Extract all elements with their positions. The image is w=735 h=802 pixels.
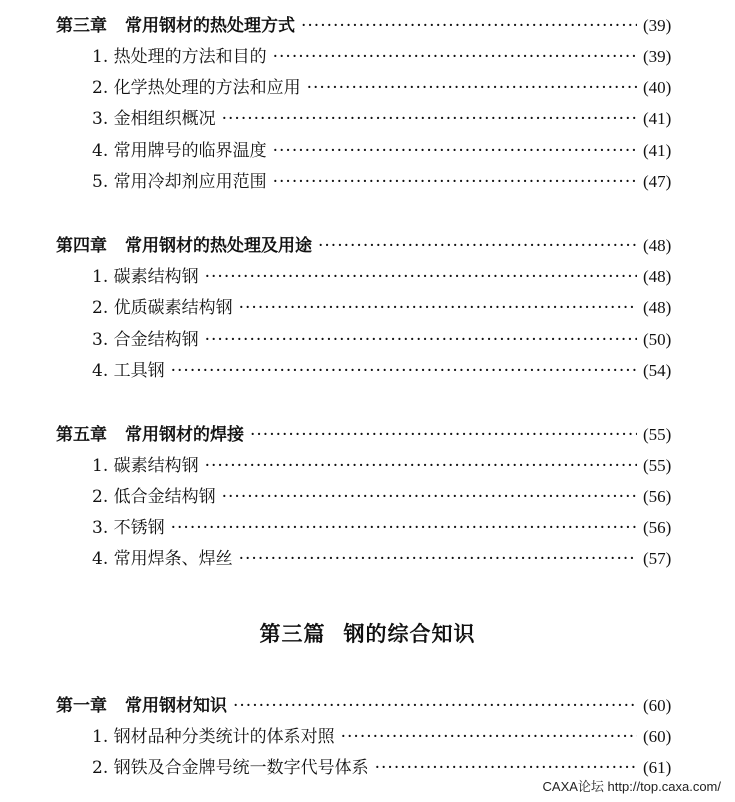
item-number: 5.: [92, 172, 114, 192]
part-title: [0, 618, 735, 648]
item-number: 2.: [92, 758, 114, 778]
page-number: (61): [643, 758, 672, 777]
dot-leader: [341, 722, 637, 752]
chapter-title: 常用钢材的热处理方式: [125, 16, 295, 36]
page-number: (41): [643, 109, 672, 128]
chapter-title: 常用钢材的焊接: [125, 425, 244, 445]
dot-leader: [301, 11, 637, 41]
item-title: 低合金结构钢: [113, 487, 216, 507]
item-title: 常用冷却剂应用范围: [113, 172, 267, 192]
toc-item: [0, 262, 735, 292]
toc-item: [0, 513, 735, 543]
dot-leader: [233, 691, 637, 721]
toc-item: [0, 73, 735, 103]
item-title: 热处理的方法和目的: [113, 47, 267, 67]
page-number: (48): [643, 298, 672, 317]
item-number: 2.: [92, 78, 114, 98]
item-title: 化学热处理的方法和应用: [113, 78, 301, 98]
page-number: (55): [643, 425, 672, 444]
dot-leader: [205, 451, 637, 481]
chapter-number: 第四章: [56, 236, 107, 256]
dot-leader: [273, 136, 637, 166]
dot-leader: [222, 104, 637, 134]
toc-chapter-1: [0, 691, 735, 721]
toc-item: [0, 544, 735, 574]
page-number: (40): [643, 78, 672, 97]
chapter-title: 常用钢材的热处理及用途: [125, 236, 312, 256]
toc-item: [0, 104, 735, 134]
dot-leader: [273, 167, 637, 197]
item-number: 4.: [92, 361, 114, 381]
item-title: 碳素结构钢: [113, 267, 199, 287]
toc-item: [0, 167, 735, 197]
item-number: 3.: [92, 330, 114, 350]
page-number: (57): [643, 549, 672, 568]
dot-leader: [171, 356, 637, 386]
item-number: 4.: [92, 141, 114, 161]
dot-leader: [205, 262, 637, 292]
toc-item: [0, 293, 735, 323]
page-number: (48): [643, 236, 672, 255]
item-title: 工具钢: [113, 361, 165, 381]
toc-item: [0, 722, 735, 752]
item-title: 钢材品种分类统计的体系对照: [113, 727, 335, 747]
page-number: (50): [643, 330, 672, 349]
dot-leader: [273, 42, 637, 72]
chapter-number: 第三章: [56, 16, 107, 36]
toc-item: [0, 325, 735, 355]
item-title: 碳素结构钢: [113, 456, 199, 476]
item-title: 金相组织概况: [113, 109, 216, 129]
item-title: 不锈钢: [113, 518, 165, 538]
page-number: (41): [643, 141, 672, 160]
item-title: 优质碳素结构钢: [113, 298, 233, 318]
item-number: 1.: [92, 727, 114, 747]
dot-leader: [171, 513, 637, 543]
item-number: 2.: [92, 298, 114, 318]
dot-leader: [250, 420, 637, 450]
page-number: (39): [643, 47, 672, 66]
item-title: 合金结构钢: [113, 330, 199, 350]
dot-leader: [222, 482, 637, 512]
part-number: 第三篇: [259, 622, 326, 646]
item-number: 1.: [92, 267, 114, 287]
dot-leader: [239, 293, 637, 323]
dot-leader: [307, 73, 637, 103]
chapter-title: 常用钢材知识: [125, 696, 227, 716]
part-name: 钢的综合知识: [343, 622, 476, 646]
item-number: 3.: [92, 109, 114, 129]
item-title: 常用焊条、焊丝: [113, 549, 233, 569]
page-number: (56): [643, 518, 672, 537]
watermark: CAXA论坛 http://top.caxa.com/: [542, 779, 721, 794]
toc-item: [0, 136, 735, 166]
item-number: 4.: [92, 549, 114, 569]
page-number: (60): [643, 727, 672, 746]
page-number: (55): [643, 456, 672, 475]
toc-item: [0, 451, 735, 481]
item-number: 2.: [92, 487, 114, 507]
dot-leader: [239, 544, 637, 574]
toc-chapter-5: [0, 420, 735, 450]
item-number: 3.: [92, 518, 114, 538]
toc-chapter-4: [0, 231, 735, 261]
dot-leader: [318, 231, 637, 261]
page-number: (48): [643, 267, 672, 286]
item-number: 1.: [92, 456, 114, 476]
page-number: (60): [643, 696, 672, 715]
item-title: 钢铁及合金牌号统一数字代号体系: [113, 758, 369, 778]
item-title: 常用牌号的临界温度: [113, 141, 267, 161]
dot-leader: [205, 325, 637, 355]
chapter-number: 第五章: [56, 425, 107, 445]
toc-item: [0, 482, 735, 512]
toc-item: [0, 356, 735, 386]
page-number: (54): [643, 361, 672, 380]
page-number: (56): [643, 487, 672, 506]
item-number: 1.: [92, 47, 114, 67]
page-number: (39): [643, 16, 672, 35]
chapter-number: 第一章: [56, 696, 107, 716]
toc-chapter-3: [0, 11, 735, 41]
toc-item: [0, 42, 735, 72]
page-number: (47): [643, 172, 672, 191]
